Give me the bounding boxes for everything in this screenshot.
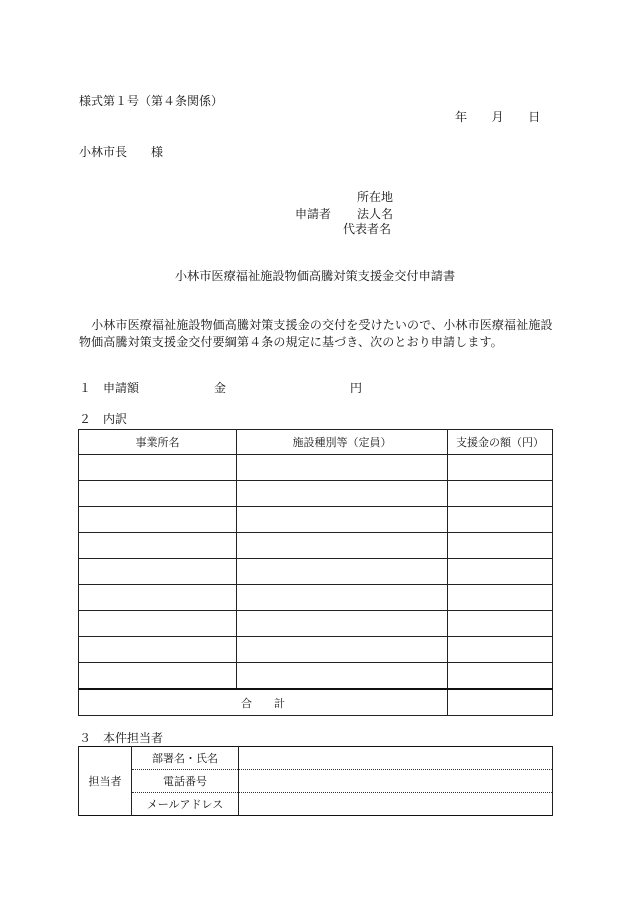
contact-person-label: 担当者 [79, 747, 132, 816]
table-row [79, 585, 553, 611]
field-label-department-name: 部署名・氏名 [132, 747, 239, 770]
cell-subsidy-amount [448, 533, 553, 559]
table-row [79, 559, 553, 585]
total-row [79, 689, 553, 716]
total-amount-cell [448, 689, 553, 716]
body-line-2: 物価高騰対策支援金交付要綱第４条の規定に基づき、次のとおり申請します。 [79, 335, 503, 349]
contact-table [78, 746, 553, 816]
cell-facility-name [79, 637, 237, 663]
cell-facility-name [79, 559, 237, 585]
cell-facility-type [237, 663, 448, 690]
cell-facility-name [79, 663, 237, 690]
contact-row [79, 793, 553, 816]
cell-subsidy-amount [448, 663, 553, 690]
cell-subsidy-amount [448, 637, 553, 663]
section2-label: ２ 内訳 [79, 412, 128, 426]
field-value-phone [239, 770, 553, 793]
contact-row [79, 747, 553, 770]
cell-subsidy-amount [448, 481, 553, 507]
field-label-phone: 電話番号 [132, 770, 239, 793]
section1-label: １ 申請額 [79, 381, 140, 395]
date-line: 年 月 日 [455, 110, 541, 124]
table-row [79, 507, 553, 533]
cell-facility-name [79, 481, 237, 507]
cell-facility-type [237, 559, 448, 585]
table-row [79, 611, 553, 637]
document-title: 小林市医療福祉施設物価高騰対策支援金交付申請書 [174, 269, 456, 283]
addressee: 小林市長 様 [79, 145, 164, 159]
header-facility-type: 施設種別等（定員） [237, 430, 448, 455]
cell-facility-type [237, 611, 448, 637]
total-label: 合 計 [79, 689, 448, 716]
cell-facility-type [237, 533, 448, 559]
cell-subsidy-amount [448, 507, 553, 533]
contact-row [79, 770, 553, 793]
cell-subsidy-amount [448, 611, 553, 637]
address-label: 所在地 [357, 190, 394, 204]
applicant-label: 申請者 [295, 207, 332, 221]
table-row [79, 533, 553, 559]
table-row [79, 637, 553, 663]
cell-facility-name [79, 585, 237, 611]
table-row [79, 663, 553, 690]
field-value-email [239, 793, 553, 816]
header-subsidy-amount: 支援金の額（円） [448, 430, 553, 455]
table-row [79, 455, 553, 481]
breakdown-table [78, 429, 553, 716]
table-header-row [79, 430, 553, 455]
cell-facility-name [79, 455, 237, 481]
cell-facility-type [237, 637, 448, 663]
corporation-label: 法人名 [357, 207, 394, 221]
cell-facility-type [237, 507, 448, 533]
form-number: 様式第１号（第４条関係） [79, 94, 224, 108]
cell-facility-name [79, 507, 237, 533]
cell-subsidy-amount [448, 559, 553, 585]
currency-suffix: 円 [350, 381, 363, 395]
field-label-email: メールアドレス [132, 793, 239, 816]
cell-subsidy-amount [448, 455, 553, 481]
cell-facility-name [79, 611, 237, 637]
cell-facility-type [237, 481, 448, 507]
cell-subsidy-amount [448, 585, 553, 611]
representative-label: 代表者名 [343, 222, 392, 236]
section3-label: ３ 本件担当者 [79, 731, 164, 745]
cell-facility-name [79, 533, 237, 559]
cell-facility-type [237, 585, 448, 611]
currency-prefix: 金 [214, 381, 227, 395]
header-facility-name: 事業所名 [79, 430, 237, 455]
cell-facility-type [237, 455, 448, 481]
body-line-1: 小林市医療福祉施設物価高騰対策支援金の交付を受けたいので、小林市医療福祉施設 [79, 318, 553, 332]
field-value-department-name [239, 747, 553, 770]
table-row [79, 481, 553, 507]
